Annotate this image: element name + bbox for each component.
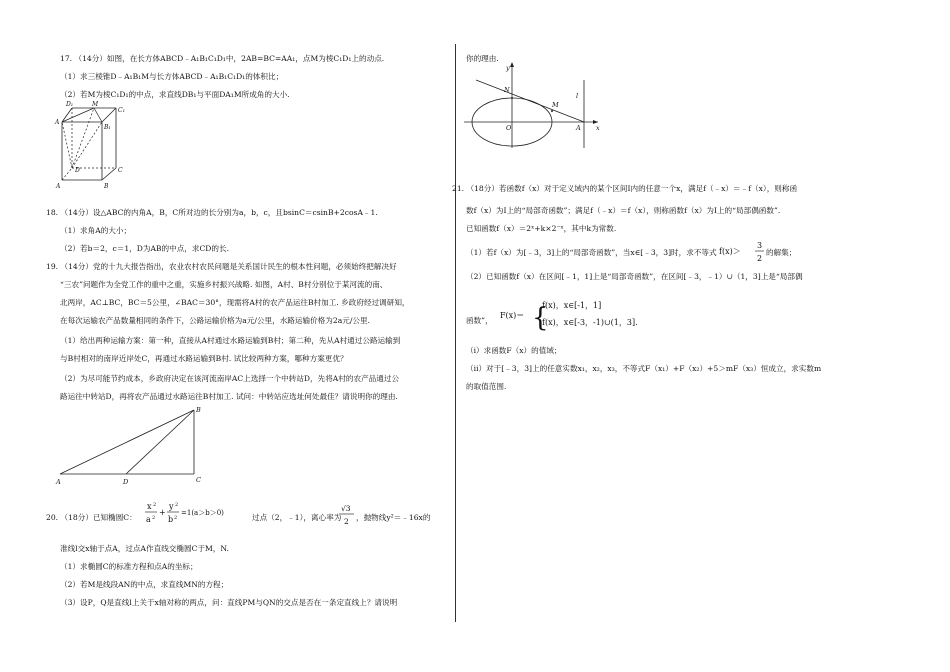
label-C1: C₁ bbox=[118, 107, 125, 114]
inequality-expression bbox=[717, 238, 767, 266]
ineq-num: 3 bbox=[757, 241, 763, 250]
q20-part2: （2）若M是线段AN的中点，求直线MN的方程； bbox=[60, 580, 229, 589]
frac1-num: x bbox=[147, 502, 152, 511]
q20-part1: （1）求椭圆C的标准方程和点A的坐标； bbox=[60, 562, 198, 571]
q19-line4: 在每次运输农产品数量相同的条件下，公路运输价格为a元/公里，水路运输价格为2a元/公里. bbox=[60, 316, 370, 325]
piecewise-function bbox=[498, 296, 688, 336]
q21-part1-pre: （1）若f（x）为[﹣3，3]上的“局部奇函数”，当x∈[﹣3，3]时，求不等式 bbox=[466, 248, 717, 257]
q19-part2b: 路运往中转站D，再将农产品通过水路运往B村加工. 试问：中转站应选址何处最佳？请说明你的理由. bbox=[60, 392, 398, 401]
label-y: y bbox=[506, 64, 510, 72]
label-M: M bbox=[552, 101, 559, 109]
q21-line3: 已知函数f（x）＝2ˣ+k×2⁻ˣ，其中k为常数. bbox=[466, 224, 617, 233]
svg-text:+: + bbox=[159, 508, 166, 517]
label-A: A bbox=[56, 478, 61, 486]
svg-text:2: 2 bbox=[153, 502, 157, 508]
q21-piecewise-pre: 函数”， bbox=[466, 316, 493, 325]
q20-line2: 准线l交x轴于点A，过点A作直线交椭圆C于M，N. bbox=[60, 544, 229, 553]
q19-line1: 19. （14分）党的十九大报告指出，农业农村农民问题是关系国计民生的根本性问题，必须始终把解决好 bbox=[46, 262, 397, 271]
q21-part2: （2）已知函数f（x）在区间[﹣1，1]上是“局部奇函数”，在区间[﹣3，﹣1）∪（1，3]上是“局部偶 bbox=[466, 272, 803, 281]
eccentricity-fraction bbox=[338, 500, 356, 528]
q19-part2a: （2）为尽可能节约成本，乡政府决定在该河流南岸AC上选择一个中转站D，先将A村的农产品通过公 bbox=[60, 374, 400, 383]
svg-text:2: 2 bbox=[175, 502, 179, 508]
label-M: M bbox=[92, 101, 99, 108]
q17-part2: （2）若M为棱C₁D₁的中点，求直线DB₁与平面DA₁M所成角的大小. bbox=[60, 90, 290, 99]
label-B1: B₁ bbox=[104, 124, 111, 131]
label-A: A bbox=[56, 183, 61, 190]
column-divider bbox=[455, 44, 456, 622]
cuboid-figure bbox=[54, 98, 134, 190]
svg-text:2: 2 bbox=[152, 515, 156, 521]
piece-row1: f(x)，x∈[-1，1] bbox=[542, 301, 602, 310]
q20-part3: （3）设P，Q是直线l上关于x轴对称的两点，问：直线PM与QN的交点是否在一条定直线上？请说明 bbox=[60, 598, 398, 607]
q19-part1b: 与B村相对的南岸近岸处C，再通过水路运输到B村. 试比较两种方案，哪种方案更优？ bbox=[60, 354, 348, 363]
label-D: D bbox=[75, 167, 80, 174]
q19-part1a: （1）给出两种运输方案：第一种，直接从A村通过水路运输到B村；第二种，先从A村通过公路运输到 bbox=[60, 336, 401, 345]
label-B: B bbox=[196, 406, 201, 414]
label-D: D bbox=[123, 478, 129, 486]
svg-text:2: 2 bbox=[174, 515, 178, 521]
q18-part1: （1）求角A的大小； bbox=[60, 226, 132, 235]
q19-line3: 北两岸，AC⊥BC，BC＝5公里，∠BAC＝30°，现需将A村的农产品运往B村加工. 乡政府经过调研知， bbox=[60, 298, 410, 307]
q21-part1-post: 的解集； bbox=[766, 248, 797, 257]
ellipse-figure bbox=[462, 60, 608, 152]
q20-head-pre: 20. （18分）已知椭圆C： bbox=[46, 513, 137, 522]
svg-text:2: 2 bbox=[344, 517, 349, 526]
ineq-den: 2 bbox=[757, 254, 763, 263]
frac2-num: y bbox=[169, 502, 174, 511]
piece-row2: f(x)，x∈[-3，-1)∪(1，3]. bbox=[542, 318, 638, 327]
q21-line1: 21. （18分）若函数f（x）对于定义域内的某个区间I内的任意一个x，满足f（﹣x）＝﹣f（x），则称函 bbox=[452, 184, 798, 193]
ineq-lhs: f(x)＞ bbox=[719, 247, 741, 256]
q21-sub-i: （ⅰ）求函数F（x）的值域； bbox=[466, 346, 562, 355]
label-A: A bbox=[576, 124, 581, 132]
q21-sub-ii-a: （ⅱ）对于[﹣3，3]上的任意实数x₁，x₂，x₃，不等式F（x₁）+F（x₂）+5＞mF（x₃）恒成立，求实数m bbox=[466, 364, 822, 373]
label-x: x bbox=[596, 124, 600, 132]
svg-text:√3: √3 bbox=[341, 504, 351, 513]
eq-rest: =1(a＞b＞0) bbox=[181, 509, 224, 517]
label-C: C bbox=[196, 476, 201, 484]
q18-part2: （2）若b＝2，c＝1，D为AB的中点，求CD的长. bbox=[60, 244, 229, 253]
piece-lhs: F(x)＝ bbox=[500, 311, 525, 320]
label-B: B bbox=[104, 183, 109, 190]
q17-part1: （1）求三棱锥D﹣A₁B₁M与长方体ABCD﹣A₁B₁C₁D₁的体积比； bbox=[60, 72, 284, 81]
label-N: N bbox=[504, 86, 510, 94]
river-triangle-figure bbox=[52, 402, 212, 488]
label-C: C bbox=[118, 167, 123, 174]
q17-head: 17. （14分）如图，在长方体ABCD﹣A₁B₁C₁D₁中，2AB=BC=AA₁，点M为棱C₁D₁上的动点. bbox=[60, 54, 385, 63]
q18-head: 18. （14分）设△ABC的内角A，B，C所对边的长分别为a，b，c，且bsinC＝csinB+2cosA﹣1. bbox=[46, 208, 378, 217]
label-O: O bbox=[506, 124, 512, 132]
label-A1: A bbox=[55, 119, 60, 126]
svg-text:{: { bbox=[532, 303, 549, 333]
frac2-den: b bbox=[168, 515, 174, 524]
ellipse-equation bbox=[143, 498, 251, 528]
q21-sub-ii-b: 的取值范围. bbox=[466, 382, 507, 391]
q20-head-mid: 过点（2，﹣1），离心率为 bbox=[252, 513, 342, 522]
q19-line2: “三农”问题作为全党工作的重中之重，实施乡村振兴战略. 如图，A村、B村分别位于某河流的南、 bbox=[60, 280, 388, 289]
label-D1: D₁ bbox=[66, 101, 74, 108]
q21-line2: 数f（x）为I上的“局部奇函数”；满足f（﹣x）＝f（x），则称函数f（x）为I上的“局部偶函数”. bbox=[466, 206, 781, 215]
frac1-den: a bbox=[146, 515, 151, 524]
q20-continued: 你的理由. bbox=[466, 54, 499, 63]
q20-head-post: ，抛物线y²＝﹣16x的 bbox=[356, 513, 431, 522]
label-l: l bbox=[576, 92, 579, 100]
